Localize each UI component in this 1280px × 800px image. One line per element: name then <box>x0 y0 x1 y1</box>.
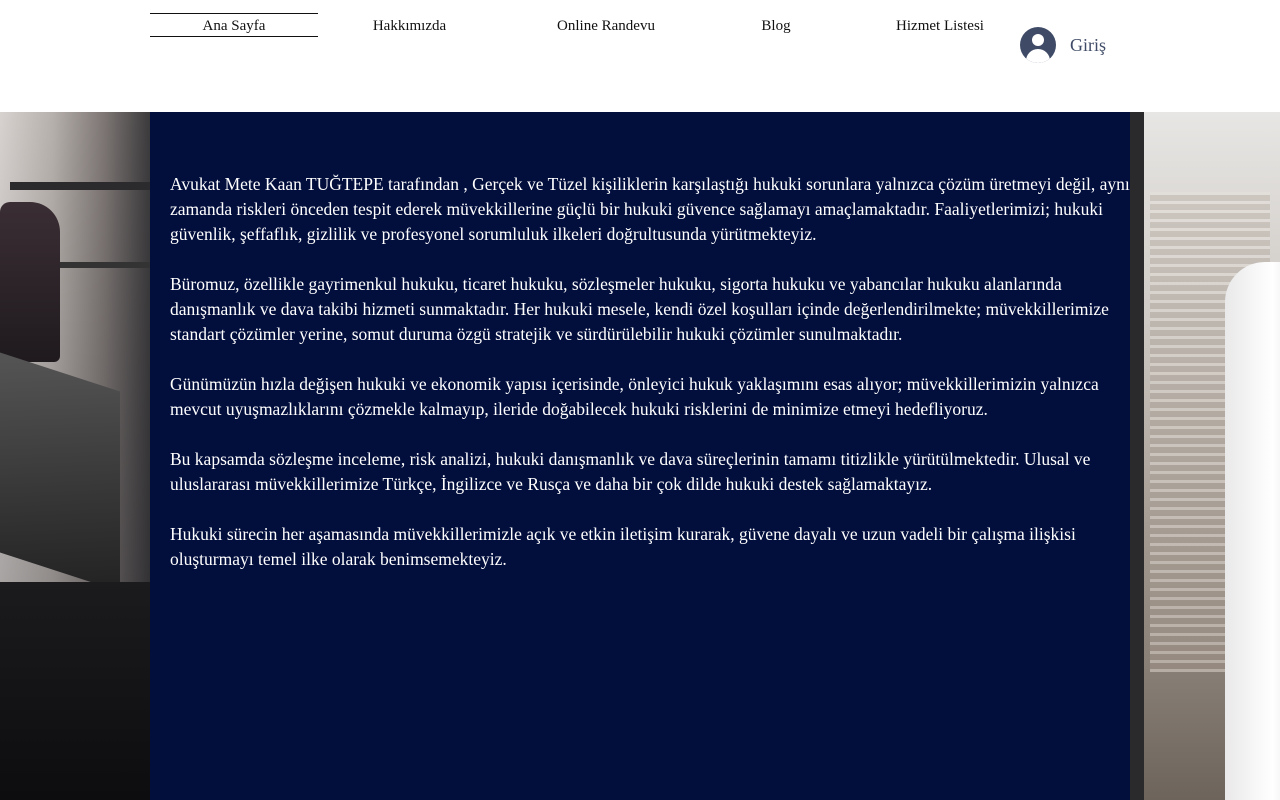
nav-item-ana-sayfa[interactable]: Ana Sayfa <box>150 13 318 37</box>
user-avatar-icon <box>1020 27 1056 63</box>
nav-item-hakkimizda[interactable]: Hakkımızda <box>372 18 447 34</box>
login-button[interactable] <box>1020 27 1106 63</box>
about-text <box>170 172 1130 597</box>
main-nav <box>150 13 1039 39</box>
nav-item-hizmet-listesi[interactable]: Hizmet Listesi <box>896 18 984 34</box>
paragraph-intro: Avukat Mete Kaan TUĞTEPE tarafından , Gerçek ve Tüzel kişiliklerin karşılaştığı hukuki sorunlara yalnızca çözüm üretmeyi değil, aynı zamanda riskleri önceden tespit ederek müvekkillerine güçlü bir hukuki güvence sağlamayı amaçlamaktadır. Faaliyetlerimizi; hukuki güvenlik, şeffaflık, gizlilik ve profesyonel sorumluluk ilkeleri doğrultusunda yürütmekteyiz. <box>170 174 1130 244</box>
paragraph-preventive-law: Günümüzün hızla değişen hukuki ve ekonomik yapısı içerisinde, önleyici hukuk yaklaşımını esas alıyor; müvekkillerimizin yalnızca mevcut uyuşmazlıklarını çözmekle kalmayıp, ileride doğabilecek hukuki risklerini de minimize etmeyi hedefliyoruz. <box>170 374 1099 419</box>
site-header <box>0 0 1280 112</box>
background-photo-left <box>0 112 150 800</box>
nav-item-blog[interactable]: Blog <box>761 18 791 34</box>
login-label: Giriş <box>1070 34 1106 55</box>
paragraph-languages: Bu kapsamda sözleşme inceleme, risk analizi, hukuki danışmanlık ve dava süreçlerinin tamamı titizlikle yürütülmektedir. Ulusal ve uluslararası müvekkillerimize Türkçe, İngilizce ve Rusça ve daha bir çok dilde hukuki destek sağlamaktayız. <box>170 449 1091 494</box>
paragraph-communication: Hukuki sürecin her aşamasında müvekkillerimizle açık ve etkin iletişim kurarak, güvene dayalı ve uzun vadeli bir çalışma ilişkisi oluşturmayı temel ilke olarak benimsemekteyiz. <box>170 524 1076 569</box>
nav-item-online-randevu[interactable]: Online Randevu <box>557 18 655 34</box>
background-photo-right <box>1130 112 1280 800</box>
about-panel <box>150 112 1130 800</box>
paragraph-practice-areas: Büromuz, özellikle gayrimenkul hukuku, ticaret hukuku, sözleşmeler hukuku, sigorta hukuku ve yabancılar hukuku alanlarında danışmanlık ve dava takibi hizmeti sunmaktadır. Her hukuki mesele, kendi özel koşulları içinde değerlendirilmekte; müvekkillerimize standart çözümler yerine, somut duruma özgü stratejik ve sürdürülebilir hukuki çözümler sunulmaktadır. <box>170 274 1109 344</box>
